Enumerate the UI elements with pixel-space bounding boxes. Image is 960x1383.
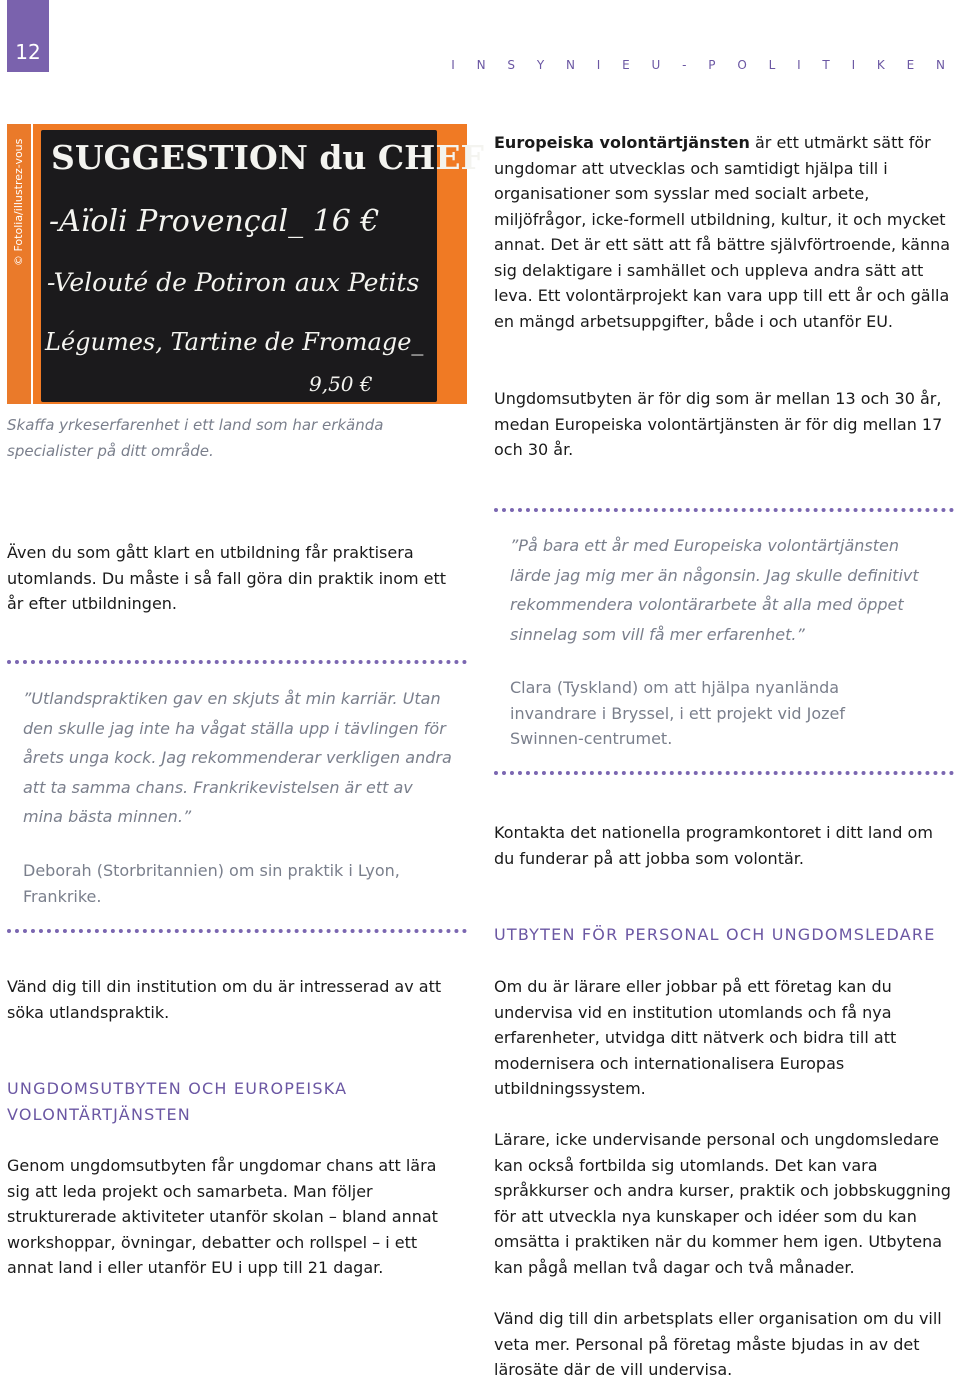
staff-paragraph-1: Om du är lärare eller jobbar på ett företag kan du undervisa vid en institution utomlands och få nya erfarenheter, utvidga ditt nätverk och bidra till att modernisera och internationalisera Europas utbildningssystem. — [494, 977, 897, 1098]
staff-paragraph-3: Vänd dig till din arbetsplats eller organisation om du vill veta mer. Personal på företag måste bjudas in av det lärosäte där de vill undervisa. — [494, 1309, 942, 1379]
divider-left-2 — [7, 929, 467, 933]
page-number-tab — [7, 0, 49, 72]
deborah-quote: ”Utlandspraktiken gav en skjuts åt min karriär. Utan den skulle jag inte ha vågat ställa upp i tävlingen för årets unga kock. Jag rekommenderar verkligen andra att ta samma chans. Frankrikevistelsen är ett av mina bästa minnen.” — [23, 689, 452, 826]
divider-right-1 — [494, 508, 954, 512]
staff-paragraph-2: Lärare, icke undervisande personal och ungdomsledare kan också fortbilda sig utomlands. Det kan vara språkkurser och andra kurser, praktik och jobbskuggning för att utveckla nya kunskaper och idéer som du kan omsätta i praktiken när du kommer hem igen. Utbytena kan pågå mellan två dagar och två månader. — [494, 1130, 951, 1277]
clara-attribution: Clara (Tyskland) om att hjälpa nyanlända invandrare i Bryssel, i ett projekt vid Jozef Swinnen-centrumet. — [510, 678, 846, 748]
national-office-paragraph: Kontakta det nationella programkontoret i ditt land om du funderar på att jobba som volontär. — [494, 823, 933, 868]
board-line-1: SUGGESTION du CHEF — [51, 138, 484, 177]
clara-quote: ”På bara ett år med Europeiska volontärtjänsten lärde jag mig mer än någonsin. Jag skulle definitivt rekommendera volontärarbete åt alla med öppet sinnelag som vill få mer erfarenhet.” — [510, 536, 919, 644]
institution-paragraph: Vänd dig till din institution om du är intresserad av att söka utlandspraktik. — [7, 977, 442, 1022]
age-paragraph: Ungdomsutbyten är för dig som är mellan 13 och 30 år, medan Europeiska volontärtjänsten är för dig mellan 17 och 30 år. — [494, 389, 943, 459]
divider-right-2 — [494, 771, 954, 775]
evs-bold-term: Europeiska volontärtjänsten — [494, 133, 750, 152]
board-line-4: Légumes, Tartine de Fromage_ — [45, 328, 424, 356]
board-line-2: -Aïoli Provençal_ 16 € — [49, 204, 380, 239]
divider-left-1 — [7, 660, 467, 664]
page-number: 12 — [15, 40, 41, 64]
photo-credit: © Fotolia/illustrez-vous — [12, 138, 25, 266]
board-line-3: -Velouté de Potiron aux Petits — [47, 268, 420, 297]
chalkboard — [41, 130, 484, 402]
heading-staff-exchanges: UTBYTEN FÖR PERSONAL OCH UNGDOMSLEDARE — [494, 925, 936, 944]
evs-description: är ett utmärkt sätt för ungdomar att utvecklas och samtidigt hjälpa till i organisationer som sysslar med socialt arbete, miljöfrågor, icke-formell utbildning, kultur, it och mycket annat. Det är ett sätt att få bättre självförtroende, känna sig delaktigare i samhället och uppleva andra sätt att leva. Ett volontärprojekt kan vara upp till ett år och gälla en mängd arbetsuppgifter, både i och utanför EU. — [494, 133, 951, 331]
board-line-5: 9,50 € — [309, 372, 373, 396]
youth-exchange-paragraph: Genom ungdomsutbyten får ungdomar chans att lära sig att leda projekt och samarbeta. Man följer strukturerade aktiviteter utanför skolan – bland annat workshoppar, övningar, debatter och rollspel – i ett annat land i eller utanför EU i upp till 21 dagar. — [7, 1156, 438, 1277]
evs-paragraph — [494, 130, 954, 334]
internship-paragraph: Även du som gått klart en utbildning får praktisera utomlands. Du måste i så fall göra din praktik inom ett år efter utbildningen. — [7, 543, 447, 613]
running-header: I N S Y N I E U - P O L I T I K E N — [451, 58, 954, 72]
deborah-attribution: Deborah (Storbritannien) om sin praktik i Lyon, Frankrike. — [23, 861, 400, 906]
heading-youth-exchanges: UNGDOMSUTBYTEN OCH EUROPEISKA VOLONTÄRTJÄNSTEN — [7, 1079, 348, 1124]
chalkboard-photo — [33, 124, 484, 404]
photo-caption: Skaffa yrkeserfarenhet i ett land som har erkända specialister på ditt område. — [7, 416, 384, 460]
